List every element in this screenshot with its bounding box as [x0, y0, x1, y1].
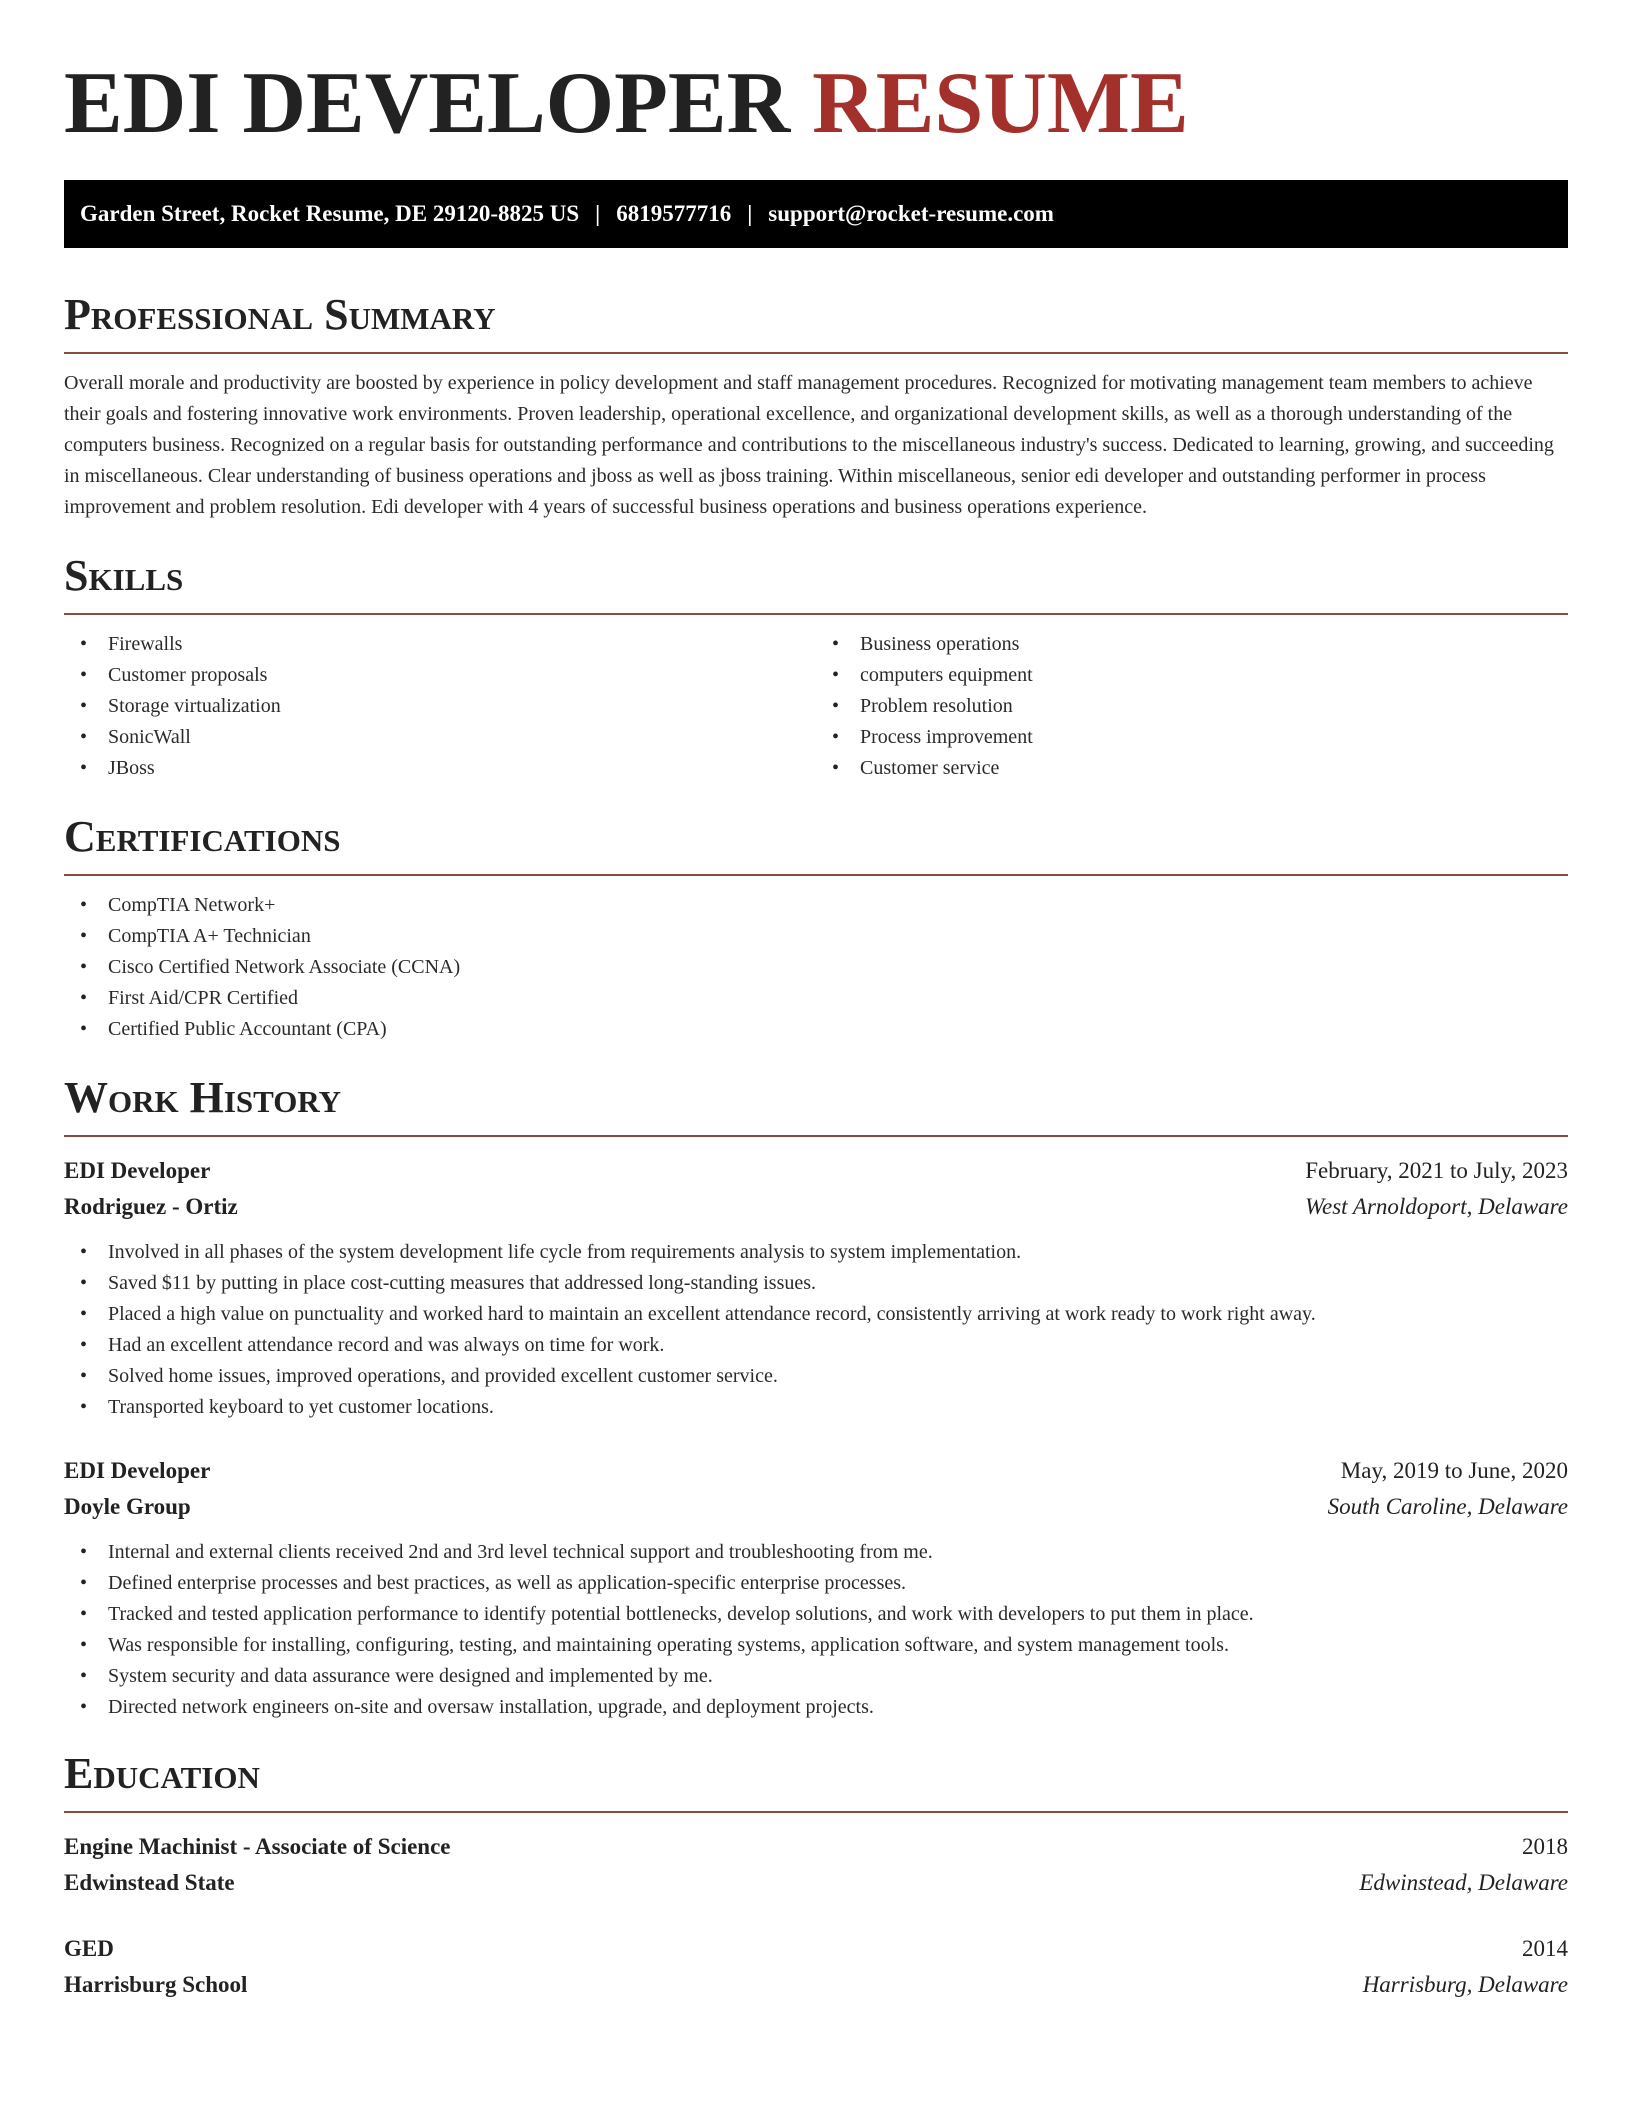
- education-heading: Education: [64, 1749, 1568, 1813]
- education-year: 2014: [1522, 1936, 1568, 1961]
- education-degree-row: [64, 1829, 1568, 1865]
- education-entry: [64, 1931, 1568, 2003]
- certification-item: • First Aid/CPR Certified: [64, 983, 1568, 1014]
- skill-item: • Firewalls: [64, 629, 816, 660]
- job-company-row: [64, 1189, 1568, 1225]
- education-entry: [64, 1829, 1568, 1901]
- skill-item: • Customer service: [816, 753, 1568, 784]
- summary-text: Overall morale and productivity are boosted by experience in policy development and staff management procedures. Recognized for motivating management team members to achieve their goals and fostering innovative work environments. Proven leadership, operational excellence, and organizational development skills, as well as a thorough understanding of the computers business. Recognized on a regular basis for outstanding performance and contributions to the miscellaneous industry's success. Dedicated to learning, growing, and succeeding in miscellaneous. Clear understanding of business operations and jboss as well as jboss training. Within miscellaneous, senior edi developer and outstanding performer in process improvement and problem resolution. Edi developer with 4 years of successful business operations and business operations experience.: [64, 372, 1554, 518]
- education-degree: GED: [64, 1936, 114, 1961]
- job-bullet: • Transported keyboard to yet customer locations.: [64, 1392, 1568, 1423]
- job-location: South Caroline, Delaware: [1327, 1494, 1568, 1519]
- skills-heading: Skills: [64, 551, 1568, 615]
- job-company: Rodriguez - Ortiz: [64, 1194, 238, 1219]
- job-title: EDI Developer: [64, 1158, 211, 1183]
- skills-list-left: [64, 629, 816, 784]
- job-bullet: • Placed a high value on punctuality and worked hard to maintain an excellent attendance record, consistently arriving at work ready to work right away.: [64, 1299, 1568, 1330]
- education-degree: Engine Machinist - Associate of Science: [64, 1834, 451, 1859]
- certification-item: • Certified Public Accountant (CPA): [64, 1014, 1568, 1045]
- job-bullets: [64, 1237, 1568, 1423]
- job-entry: [64, 1153, 1568, 1423]
- job-company-row: [64, 1489, 1568, 1525]
- title-accent: RESUME: [812, 55, 1189, 152]
- job-bullet: • Defined enterprise processes and best practices, as well as application-specific enterprise processes.: [64, 1568, 1568, 1599]
- education-school-row: [64, 1865, 1568, 1901]
- skills-columns: [64, 615, 1568, 784]
- resume-title: [64, 55, 1568, 152]
- skill-item: • Problem resolution: [816, 691, 1568, 722]
- education-school-row: [64, 1967, 1568, 2003]
- contact-separator: |: [595, 201, 601, 226]
- skills-list-right: [816, 629, 1568, 784]
- job-bullet: • Was responsible for installing, configuring, testing, and maintaining operating systems, application software, and system management tools.: [64, 1630, 1568, 1661]
- contact-phone: 6819577716: [616, 201, 732, 226]
- job-bullet: • Tracked and tested application performance to identify potential bottlenecks, develop solutions, and work with developers to put them in place.: [64, 1599, 1568, 1630]
- job-bullets: [64, 1537, 1568, 1723]
- job-location: West Arnoldoport, Delaware: [1304, 1194, 1568, 1219]
- job-bullet: • Involved in all phases of the system development life cycle from requirements analysis to system implementation.: [64, 1237, 1568, 1268]
- job-bullet: • Saved $11 by putting in place cost-cutting measures that addressed long-standing issues.: [64, 1268, 1568, 1299]
- skill-item: • SonicWall: [64, 722, 816, 753]
- education-school: Edwinstead State: [64, 1870, 235, 1895]
- job-title: EDI Developer: [64, 1458, 211, 1483]
- skill-item: • JBoss: [64, 753, 816, 784]
- job-bullet: • Internal and external clients received 2nd and 3rd level technical support and troubleshooting from me.: [64, 1537, 1568, 1568]
- skill-item: • Customer proposals: [64, 660, 816, 691]
- contact-email: support@rocket-resume.com: [768, 201, 1054, 226]
- skill-item: • Storage virtualization: [64, 691, 816, 722]
- education-school: Harrisburg School: [64, 1972, 248, 1997]
- job-bullet: • Had an excellent attendance record and was always on time for work.: [64, 1330, 1568, 1361]
- certification-item: • CompTIA Network+: [64, 890, 1568, 921]
- certifications-list: [64, 890, 1568, 1045]
- job-entry: [64, 1453, 1568, 1723]
- skill-item: • Process improvement: [816, 722, 1568, 753]
- job-company: Doyle Group: [64, 1494, 191, 1519]
- title-main: EDI DEVELOPER: [64, 55, 791, 152]
- job-bullet: • Solved home issues, improved operations, and provided excellent customer service.: [64, 1361, 1568, 1392]
- certification-item: • CompTIA A+ Technician: [64, 921, 1568, 952]
- education-degree-row: [64, 1931, 1568, 1967]
- certification-item: • Cisco Certified Network Associate (CCNA): [64, 952, 1568, 983]
- job-dates: February, 2021 to July, 2023: [1305, 1158, 1568, 1183]
- certifications-heading: Certifications: [64, 812, 1568, 876]
- work-history-heading: Work History: [64, 1073, 1568, 1137]
- job-bullet: • System security and data assurance were designed and implemented by me.: [64, 1661, 1568, 1692]
- contact-bar: [64, 180, 1568, 248]
- education-location: Harrisburg, Delaware: [1362, 1972, 1568, 1997]
- contact-separator: |: [747, 201, 753, 226]
- job-header-row: [64, 1153, 1568, 1189]
- summary-heading: Professional Summary: [64, 290, 1568, 354]
- education-year: 2018: [1522, 1834, 1568, 1859]
- skill-item: • computers equipment: [816, 660, 1568, 691]
- job-header-row: [64, 1453, 1568, 1489]
- contact-address: Garden Street, Rocket Resume, DE 29120-8825 US: [80, 201, 580, 226]
- job-dates: May, 2019 to June, 2020: [1340, 1458, 1568, 1483]
- job-bullet: • Directed network engineers on-site and oversaw installation, upgrade, and deployment projects.: [64, 1692, 1568, 1723]
- skill-item: • Business operations: [816, 629, 1568, 660]
- education-location: Edwinstead, Delaware: [1359, 1870, 1568, 1895]
